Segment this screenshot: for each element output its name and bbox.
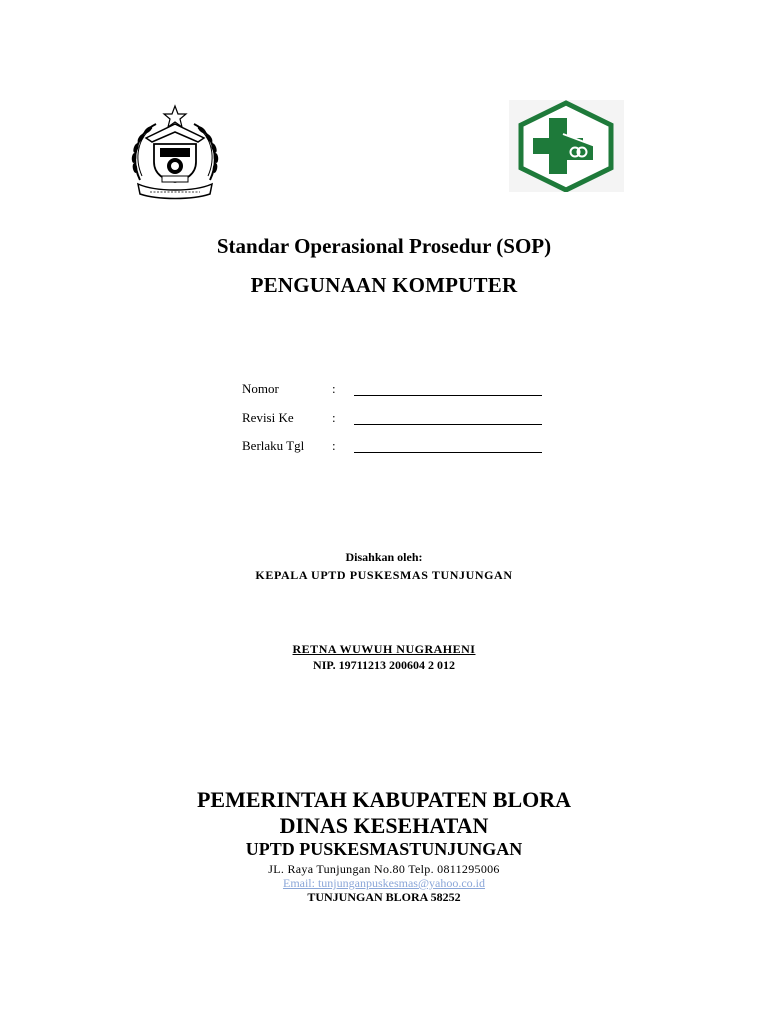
signatory-nip: NIP. 19711213 200604 2 012	[313, 658, 455, 672]
document-title: PENGUNAAN KOMPUTER	[250, 273, 518, 297]
field-colon: :	[332, 410, 336, 425]
regency-emblem-icon	[126, 104, 224, 200]
email-link[interactable]: Email: tunjunganpuskesmas@yahoo.co.id	[282, 876, 486, 890]
field-colon: :	[332, 438, 336, 453]
unit-name: UPTD PUSKESMASTUNJUNGAN	[245, 839, 523, 859]
signatory-name: RETNA WUWUH NUGRAHENI	[292, 642, 476, 656]
approval-position: KEPALA UPTD PUSKESMAS TUNJUNGAN	[255, 568, 513, 582]
department-name: DINAS KESEHATAN	[279, 813, 489, 838]
field-colon: :	[332, 381, 336, 396]
government-name: PEMERINTAH KABUPATEN BLORA	[196, 787, 572, 812]
field-label: Revisi Ke	[242, 410, 294, 425]
health-cross-icon	[509, 100, 624, 192]
field-blank-line	[354, 395, 542, 396]
approval-label: Disahkan oleh:	[345, 550, 423, 564]
field-blank-line	[354, 452, 542, 453]
address: JL. Raya Tunjungan No.80 Telp. 0811295006	[268, 862, 500, 876]
field-label: Berlaku Tgl	[242, 438, 305, 453]
city-postal: TUNJUNGAN BLORA 58252	[307, 890, 461, 904]
field-label: Nomor	[242, 381, 279, 396]
sop-title: Standar Operasional Prosedur (SOP)	[216, 234, 552, 258]
field-blank-line	[354, 424, 542, 425]
